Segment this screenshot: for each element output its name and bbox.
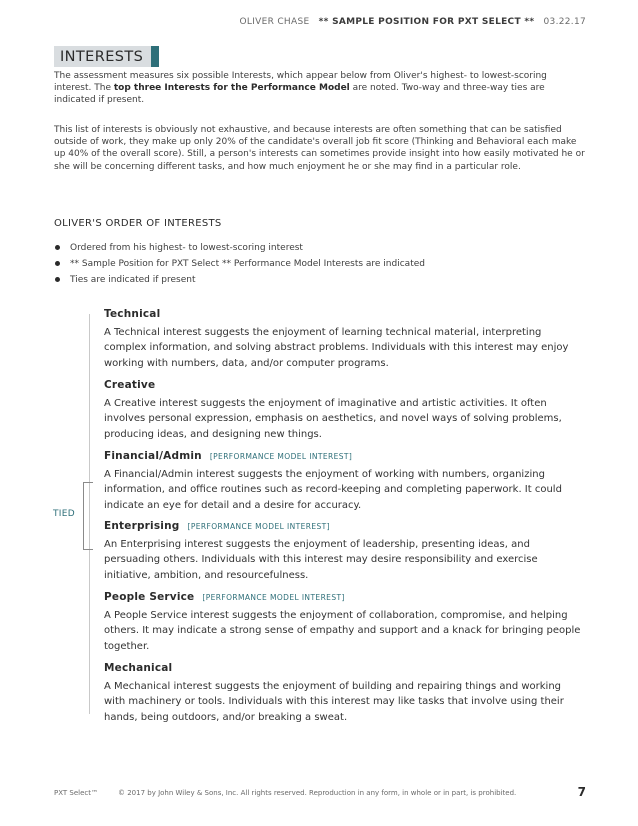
footer-copyright: © 2017 by John Wiley & Sons, Inc. All rights reserved. Reproduction in any form, in whole or in part, is prohibited.	[118, 789, 517, 797]
header-position: ** SAMPLE POSITION FOR PXT SELECT **	[318, 17, 535, 27]
intro-paragraph-2: This list of interests is obviously not exhaustive, and because interests are often something that can be satisfied outside of work, they make up only 20% of the candidate's overall job fit score (Thinking and Behavioral each make up 40% of the overall score). Still, a person's interests can sometimes provide insight into how easily motivated he or she will be concerning different tasks, and how much enjoyment he or she may find in a particular role.	[54, 125, 585, 172]
page-footer	[54, 787, 586, 801]
interest-description: An Enterprising interest suggests the enjoyment of leadership, presenting ideas, and persuading others. Individuals with this interest may desire responsibility and exercise initiative, ambition, and resourcefulness.	[104, 539, 538, 581]
interest-financial-admin	[104, 449, 582, 513]
section-title	[54, 46, 159, 67]
interest-name: Financial/Admin	[104, 450, 202, 462]
bullet-item: Ordered from his highest- to lowest-scoring interest	[54, 242, 425, 258]
interest-description: A Creative interest suggests the enjoyment of imaginative and artistic activities. It often involves personal expression, emphasis on aesthetics, and novel ways of solving problems, producing ideas, and designing new things.	[104, 398, 562, 440]
intro-p1-text-b: are noted. Two-way and three-way ties are indicated if present.	[54, 83, 545, 106]
interest-mechanical	[104, 661, 582, 725]
interest-creative	[104, 378, 582, 442]
interest-description: A Financial/Admin interest suggests the enjoyment of working with numbers, organizing information, and office routines such as record-keeping and completing paperwork. It could indicate an eye for detail and a desire for accuracy.	[104, 469, 562, 511]
tie-label: TIED	[53, 509, 75, 519]
intro-p1-bold: top three Interests for the Performance Model	[113, 83, 350, 94]
footer-brand: PXT Select™	[54, 789, 98, 797]
interest-description: A Mechanical interest suggests the enjoyment of building and repairing things and working with machinery or tools. Individuals with this interest may like tasks that involve using their hands, being outdoors, and/or breaking a sweat.	[104, 681, 564, 723]
order-heading: OLIVER'S ORDER OF INTERESTS	[54, 218, 222, 229]
interest-description: A People Service interest suggests the enjoyment of collaboration, compromise, and helping others. It may indicate a strong sense of empathy and support and a knack for bringing people together.	[104, 610, 581, 652]
bullet-item: ** Sample Position for PXT Select ** Performance Model Interests are indicated	[54, 258, 425, 274]
header-name: OLIVER CHASE	[239, 17, 310, 27]
intro-p1-text-a: The assessment measures six possible Interests, which appear below from Oliver's highest- to lowest-scoring interest. The	[54, 71, 547, 94]
bullet-item: Ties are indicated if present	[54, 274, 425, 290]
interest-description: A Technical interest suggests the enjoyment of learning technical material, interpreting complex information, and solving abstract problems. Individuals with this interest may enjoy working with numbers, data, and/or computer programs.	[104, 327, 569, 369]
interest-name: Technical	[104, 308, 161, 320]
performance-model-tag: [PERFORMANCE MODEL INTEREST]	[187, 522, 330, 531]
interest-name: Enterprising	[104, 520, 180, 532]
performance-model-tag: [PERFORMANCE MODEL INTEREST]	[209, 452, 353, 461]
interest-technical	[104, 307, 582, 371]
interest-people-service	[104, 590, 582, 654]
interest-enterprising	[104, 519, 582, 583]
tie-bracket	[83, 482, 93, 550]
interest-name: Mechanical	[104, 662, 173, 674]
interest-name: Creative	[104, 379, 156, 391]
interest-name: People Service	[104, 591, 195, 603]
section-title-accent-bar	[151, 46, 159, 67]
header-date: 03.22.17	[543, 17, 586, 27]
section-title-label: INTERESTS	[60, 48, 144, 65]
bullet-list	[54, 242, 425, 290]
page-header	[240, 17, 586, 27]
page-number: 7	[577, 785, 586, 799]
performance-model-tag: [PERFORMANCE MODEL INTEREST]	[202, 593, 345, 602]
intro-paragraph-1	[54, 70, 586, 107]
